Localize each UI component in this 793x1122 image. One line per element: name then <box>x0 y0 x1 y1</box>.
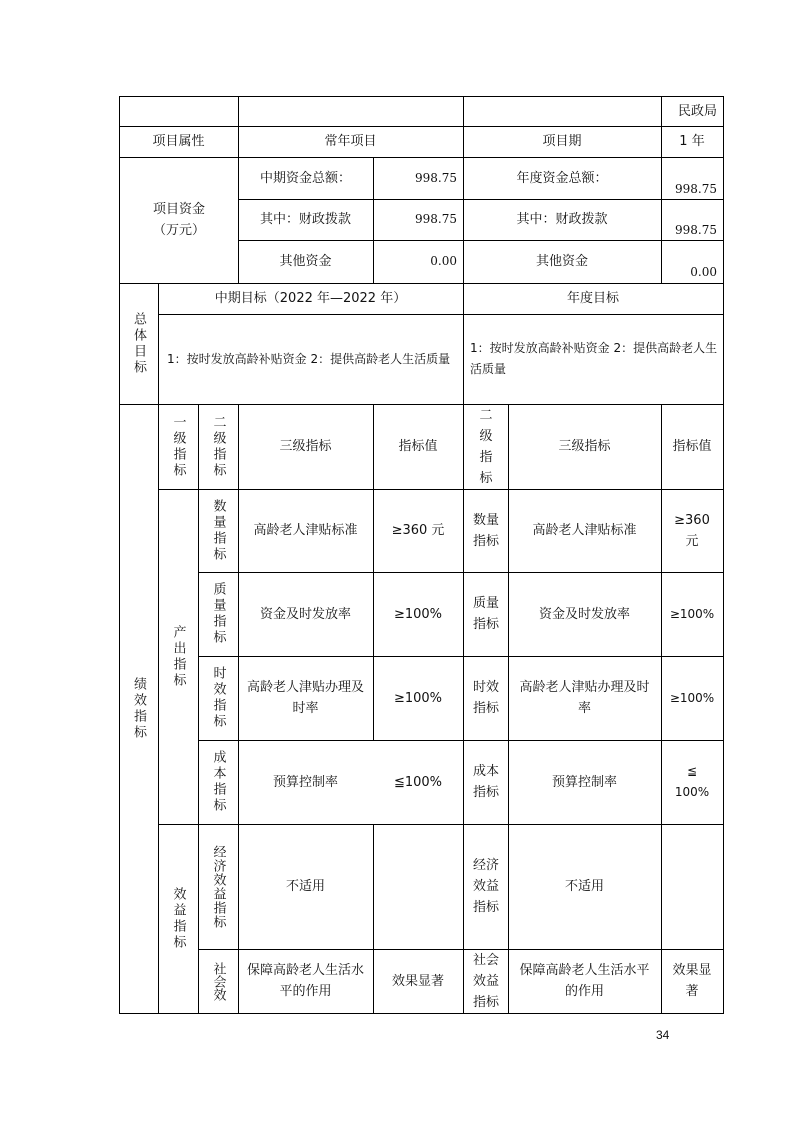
rule <box>119 1013 723 1014</box>
rule <box>723 96 724 1014</box>
row-annual-value <box>661 824 723 949</box>
perf-label: 绩效指标 <box>131 676 146 741</box>
row-annual-level2: 经济效益指标 <box>472 858 499 915</box>
row-level3: 高龄老人津贴标准 <box>253 523 358 538</box>
row-value: ≥360 元 <box>391 523 445 538</box>
mid-other-value: 0.00 <box>430 254 457 268</box>
mid-total-value: 998.75 <box>415 170 457 185</box>
row-annual-value: ≥360 元 <box>674 512 710 549</box>
a-value: 指标值 <box>672 439 712 454</box>
rule <box>119 96 723 97</box>
h-value: 指标值 <box>398 439 438 454</box>
row-value: ≦100% <box>393 774 443 790</box>
row-annual-level3: 保障高龄老人生活水平的作用 <box>519 963 650 999</box>
row-annual-level3: 资金及时发放率 <box>538 606 630 622</box>
row-annual-level3: 高龄老人津贴办理及时率 <box>519 680 650 716</box>
h-level1: 一级指标 <box>170 414 186 479</box>
row-annual-value: ≥100% <box>669 606 715 621</box>
funding-label: 项目资金（万元） <box>152 202 205 238</box>
attr-value: 常年项目 <box>324 134 377 149</box>
row-level2: 质量指标 <box>210 582 226 646</box>
row-annual-level2: 数量指标 <box>472 512 499 549</box>
annual-fiscal-value: 998.75 <box>675 223 717 237</box>
row-level2: 时效指标 <box>210 666 226 730</box>
row-level3: 资金及时发放率 <box>259 606 351 622</box>
annual-total-label: 年度资金总额： <box>516 170 608 186</box>
row-level2: 成本指标 <box>210 750 226 814</box>
row-annual-level3: 不适用 <box>564 879 604 894</box>
output-indicator-label: 产出指标 <box>170 624 186 689</box>
a-level3: 三级指标 <box>558 439 611 454</box>
period-value: 1 年 <box>679 134 705 149</box>
mid-total-label: 中期资金总额： <box>259 170 351 186</box>
row-level2: 数量指标 <box>210 498 226 563</box>
row-level3: 高龄老人津贴办理及时率 <box>246 680 364 716</box>
dept-name: 民政局 <box>677 103 717 119</box>
page-number: 34 <box>656 1028 670 1042</box>
h-level3: 三级指标 <box>279 439 332 454</box>
overall-goal-label: 总体目标 <box>131 311 146 376</box>
h-level2: 二级指标 <box>210 414 226 479</box>
a-level2: 二级指标 <box>479 407 493 486</box>
mid-goal-header: 中期目标（2022 年—2022 年） <box>214 291 407 306</box>
annual-goal-text: 1：按时发放高龄补贴资金 2：提供高龄老人生活质量 <box>470 341 718 376</box>
annual-other-label: 其他资金 <box>535 254 588 269</box>
row-level3: 不适用 <box>285 879 325 894</box>
row-annual-level3: 预算控制率 <box>551 774 617 790</box>
row-level3: 保障高龄老人生活水平的作用 <box>246 963 364 999</box>
row-value: ≥100% <box>393 690 443 706</box>
mid-other-label: 其他资金 <box>279 254 332 269</box>
row-annual-level2: 成本指标 <box>472 764 499 800</box>
row-value <box>373 824 463 949</box>
mid-fiscal-value: 998.75 <box>415 212 457 226</box>
attr-label: 项目属性 <box>152 134 205 149</box>
row-value: 效果显著 <box>391 973 444 989</box>
row-annual-value: ≦ 100% <box>674 764 710 799</box>
annual-fiscal-label: 其中：财政拨款 <box>516 212 608 227</box>
row-level2: 经济效益指标 <box>210 844 226 929</box>
row-value: ≥100% <box>393 606 443 622</box>
row-annual-value: 效果显著 <box>672 963 712 999</box>
mid-fiscal-label: 其中：财政拨款 <box>259 212 351 227</box>
mid-goal-text: 1：按时发放高龄补贴资金 2：提供高龄老人生活质量 <box>167 351 451 366</box>
period-label: 项目期 <box>542 134 582 149</box>
row-level3: 预算控制率 <box>272 774 338 790</box>
row-annual-level2: 社会效益指标 <box>472 952 499 1010</box>
row-level2: 社会效 <box>210 961 226 1001</box>
row-annual-value: ≥100% <box>669 690 715 705</box>
row-annual-level2: 时效指标 <box>472 680 499 716</box>
benefit-indicator-label: 效益指标 <box>170 886 186 951</box>
annual-total-value: 998.75 <box>675 181 717 196</box>
annual-goal-header: 年度目标 <box>566 291 619 306</box>
row-annual-level3: 高龄老人津贴标准 <box>532 523 637 538</box>
annual-other-value: 0.00 <box>690 265 717 279</box>
row-annual-level2: 质量指标 <box>472 596 499 632</box>
